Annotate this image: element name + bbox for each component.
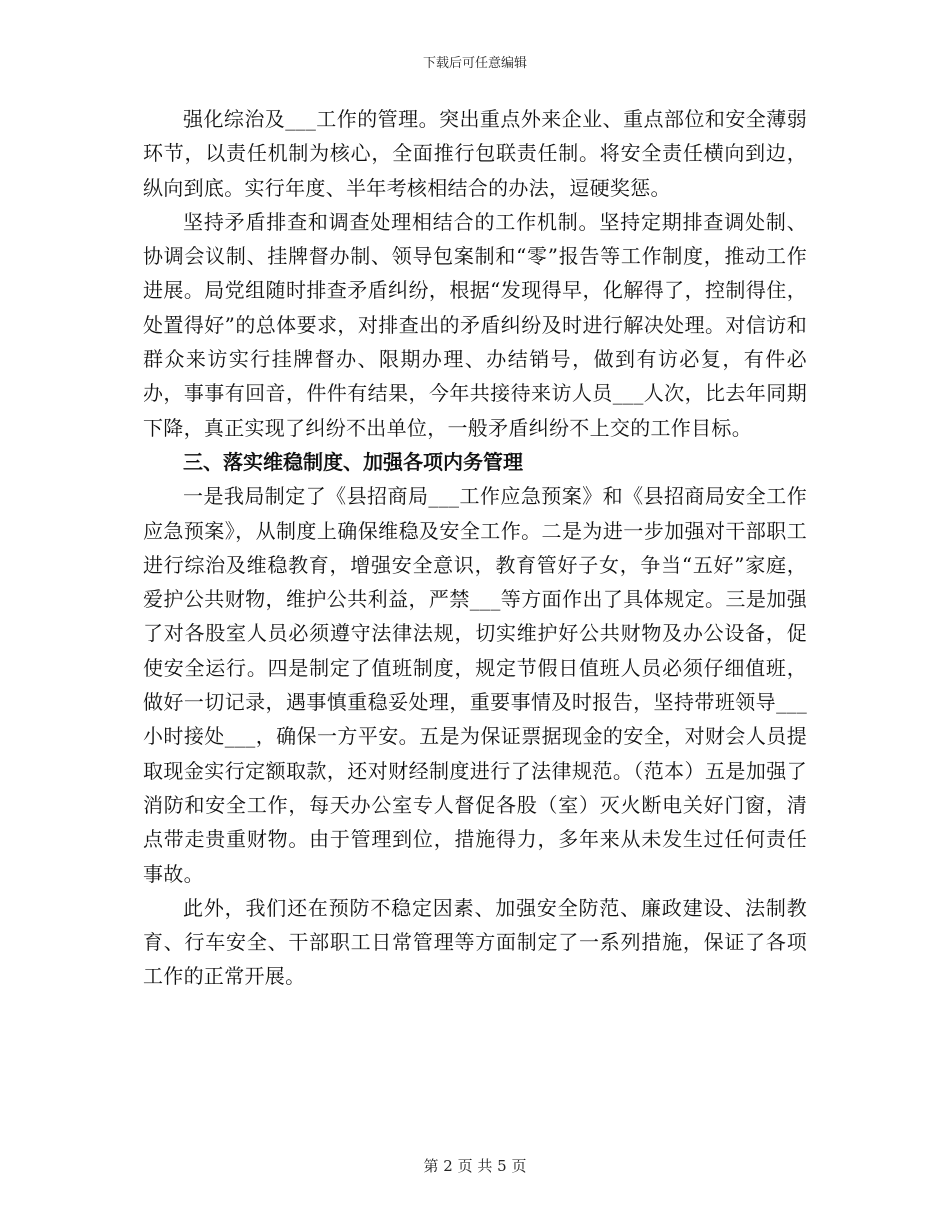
- document-body: [143, 102, 807, 994]
- paragraph: 此外，我们还在预防不稳定因素、加强安全防范、廉政建设、法制教育、行车安全、干部职工日常管理等方面制定了一系列措施，保证了各项工作的正常开展。: [143, 895, 807, 989]
- page-number: 第 2 页 共 5 页: [423, 1157, 527, 1175]
- header-note: 下载后可任意编辑: [422, 56, 527, 71]
- paragraph: 坚持矛盾排查和调查处理相结合的工作机制。坚持定期排查调处制、协调会议制、挂牌督办制、领导包案制和“零”报告等工作制度，推动工作进展。局党组随时排查矛盾纠纷，根据“发现得早，化解得了，控制得住，处置得好”的总体要求，对排查出的矛盾纠纷及时进行解决处理。对信访和群众来访实行挂牌督办、限期办理、办结销号，做到有访必复，有件必办，事事有回音，件件有结果，今年共接待来访人员___人次，比去年同期下降，真正实现了纠纷不出单位，一般矛盾纠纷不上交的工作目标。: [143, 209, 807, 440]
- paragraph: 强化综治及___工作的管理。突出重点外来企业、重点部位和安全薄弱环节，以责任机制为核心，全面推行包联责任制。将安全责任横向到边，纵向到底。实行年度、半年考核相结合的办法，逗硬奖惩。: [143, 107, 807, 200]
- section-heading: 三、落实维稳制度、加强各项内务管理: [183, 449, 523, 474]
- paragraph: 一是我局制定了《县招商局___工作应急预案》和《县招商局安全工作应急预案》，从制度上确保维稳及安全工作。二是为进一步加强对干部职工进行综治及维稳教育，增强安全意识，教育管好子女，争当“五好”家庭，爱护公共财物，维护公共利益，严禁___等方面作出了具体规定。三是加强了对各股室人员必须遵守法律法规，切实维护好公共财物及办公设备，促使安全运行。四是制定了值班制度，规定节假日值班人员必须仔细值班，做好一切记录，遇事慎重稳妥处理，重要事情及时报告，坚持带班领导___小时接处___，确保一方平安。五是为保证票据现金的安全，对财会人员提取现金实行定额取款，还对财经制度进行了法律规范。（范本）五是加强了消防和安全工作，每天办公室专人督促各股（室）灭火断电关好门窗，清点带走贵重财物。由于管理到位，措施得力，多年来从未发生过任何责任事故。: [143, 484, 807, 886]
